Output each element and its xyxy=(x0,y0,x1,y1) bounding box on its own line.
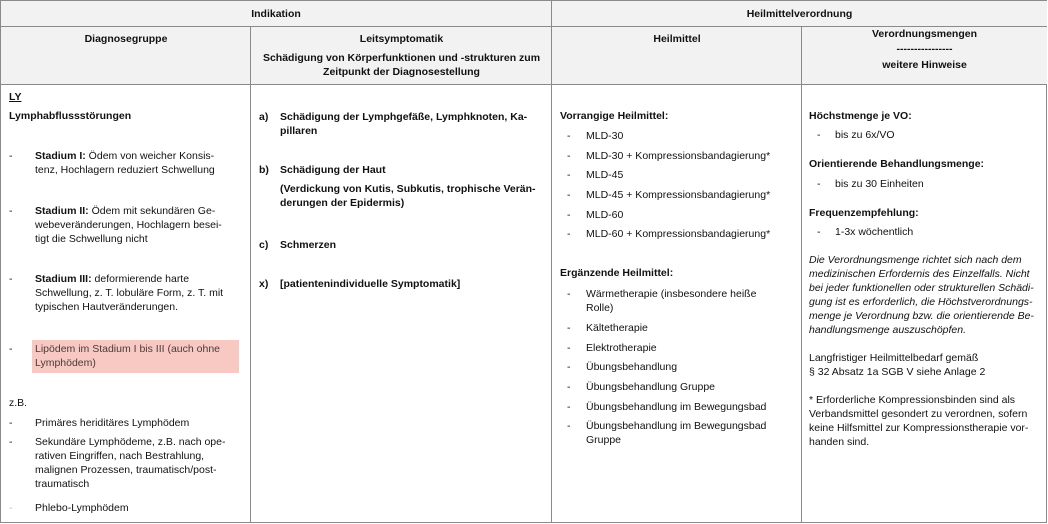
hoechstmenge-value: bis zu 6x/VO xyxy=(835,129,895,141)
ergaenzend-item: Übungsbehandlung Gruppe xyxy=(586,381,716,393)
stadium-3: Stadium III: deformierende harte xyxy=(35,273,190,285)
col-diagnosegruppe xyxy=(1,85,251,522)
ergaenzend-item: Wärmetherapie (insbesondere heiße xyxy=(586,288,757,300)
stadium-1: Stadium I: Ödem von weicher Konsis- xyxy=(35,150,215,162)
bullet-dash: - xyxy=(9,205,13,217)
hinweis-text: medizinischen Erfordernis des Einzelfalls. Nicht xyxy=(809,268,1030,280)
stadium-2: Stadium II: Ödem mit sekundären Ge- xyxy=(35,205,216,217)
bullet-dash: - xyxy=(567,361,571,373)
vorrangig-item: MLD-45 xyxy=(586,169,624,181)
example-phlebo: Phlebo-Lymphödem xyxy=(35,502,129,514)
hinweis-text: menge je Verordnung bzw. die orientierende Be- xyxy=(809,310,1034,322)
bullet-dash: - xyxy=(817,129,821,141)
hoechstmenge-title: Höchstmenge je VO: xyxy=(809,110,912,122)
col-verordnungsmengen xyxy=(802,85,1047,522)
vorrangig-title: Vorrangige Heilmittel: xyxy=(560,110,669,122)
kompression-hinweis: Verbandsmittel gesondert zu verordnen, sofern xyxy=(809,408,1028,420)
orientierende-menge-value: bis zu 30 Einheiten xyxy=(835,178,924,190)
diagnose-code: LY xyxy=(9,91,22,103)
example-sekundaer: Sekundäre Lymphödeme, z.B. nach ope- xyxy=(35,436,226,448)
stadium-3-cont: typischen Hautveränderungen. xyxy=(35,301,179,313)
bullet-dash: - xyxy=(567,322,571,334)
vorrangig-item: MLD-60 xyxy=(586,209,624,221)
vorrangig-item: MLD-30 xyxy=(586,130,624,142)
bullet-dash: - xyxy=(9,273,13,285)
bullet-dash: - xyxy=(567,420,571,432)
example-primaer: Primäres heriditäres Lymphödem xyxy=(35,417,190,429)
subheader-leitsymptomatik: Leitsymptomatik Schädigung von Körperfunktionen und -strukturen zum Zeitpunkt der Diagnosestellung xyxy=(251,27,552,85)
hinweis-text: handlungsmenge auszuschöpfen. xyxy=(809,324,967,336)
lipoedem-item-cont: Lymphödem) xyxy=(35,357,96,369)
example-sekundaer-cont: rativen Eingriffen, nach Bestrahlung, xyxy=(35,450,205,462)
leit-b-detail-cont: derungen der Epidermis) xyxy=(280,197,405,209)
example-sekundaer-cont: malignen Prozessen, traumatisch/post- xyxy=(35,464,217,476)
leit-key-b: b) xyxy=(259,164,269,176)
leit-b-detail: (Verdickung von Kutis, Subkutis, trophische Verän- xyxy=(280,183,536,195)
bullet-dash: - xyxy=(567,401,571,413)
leit-x: [patientenindividuelle Symptomatik] xyxy=(280,278,461,290)
ergaenzend-item: Übungsbehandlung im Bewegungsbad xyxy=(586,401,767,413)
stadium-2-cont: webeveränderungen, Hochlagern besei- xyxy=(35,219,222,231)
example-sekundaer-cont: traumatisch xyxy=(35,478,90,490)
leit-b: Schädigung der Haut xyxy=(280,164,386,176)
bullet-dash: - xyxy=(9,502,13,514)
ergaenzend-title: Ergänzende Heilmittel: xyxy=(560,267,674,279)
stadium-1-cont: tenz, Hochlagern reduziert Schwellung xyxy=(35,164,215,176)
stadium-3-cont: Schwellung, z. T. lobuläre Form, z. T. mit xyxy=(35,287,224,299)
vorrangig-item: MLD-30 + Kompressionsbandagierung* xyxy=(586,150,771,162)
header-heilmittelverordnung: Heilmittelverordnung xyxy=(552,1,1047,27)
leit-c: Schmerzen xyxy=(280,239,337,251)
kompression-hinweis: * Erforderliche Kompressionsbinden sind als xyxy=(809,394,1016,406)
ergaenzend-item: Übungsbehandlung im Bewegungsbad xyxy=(586,420,767,432)
bullet-dash: - xyxy=(567,189,571,201)
bullet-dash: - xyxy=(567,209,571,221)
ergaenzend-item: Übungsbehandlung xyxy=(586,361,678,373)
ergaenzend-item: Kältetherapie xyxy=(586,322,648,334)
leit-a-cont: pillaren xyxy=(280,125,318,137)
stadium-2-cont: tigt die Schwellung nicht xyxy=(35,233,148,245)
bullet-dash: - xyxy=(567,342,571,354)
leit-key-x: x) xyxy=(259,278,269,290)
leit-key-c: c) xyxy=(259,239,269,251)
bullet-dash: - xyxy=(817,226,821,238)
orientierende-menge-title: Orientierende Behandlungsmenge: xyxy=(809,158,985,170)
header-indikation: Indikation xyxy=(1,1,552,27)
col-leitsymptomatik xyxy=(251,85,552,522)
leit-key-a: a) xyxy=(259,111,269,123)
subheader-heilmittel: Heilmittel xyxy=(552,27,802,85)
ergaenzend-item-cont: Rolle) xyxy=(586,302,614,314)
hinweis-text: gung ist es erforderlich, die Höchstverordnungs- xyxy=(809,296,1033,308)
langfristig-text: § 32 Absatz 1a SGB V siehe Anlage 2 xyxy=(809,366,986,378)
lipoedem-item: Lipödem im Stadium I bis III (auch ohne xyxy=(35,343,221,355)
hinweis-text: Die Verordnungsmenge richtet sich nach dem xyxy=(809,254,1022,266)
bullet-dash: - xyxy=(567,288,571,300)
subheader-verordnungsmengen: Verordnungsmengen ---------------- weitere Hinweise xyxy=(802,27,1047,85)
frequenz-title: Frequenzempfehlung: xyxy=(809,207,919,219)
col-heilmittel xyxy=(552,85,802,522)
kompression-hinweis: keine Hilfsmittel zur Kompressionstherapie vor- xyxy=(809,422,1029,434)
bullet-dash: - xyxy=(9,343,13,355)
zb-label: z.B. xyxy=(9,397,28,409)
diagnose-title: Lymphabflussstörungen xyxy=(9,110,132,122)
bullet-dash: - xyxy=(567,228,571,240)
hinweis-text: bei jeder funktionellen oder strukturellen Schädi- xyxy=(809,282,1034,294)
bullet-dash: - xyxy=(567,150,571,162)
bullet-dash: - xyxy=(567,381,571,393)
langfristig-text: Langfristiger Heilmittelbedarf gemäß xyxy=(809,352,979,364)
leit-a: Schädigung der Lymphgefäße, Lymphknoten, Ka- xyxy=(280,111,528,123)
ergaenzend-item-cont: Gruppe xyxy=(586,434,622,446)
vorrangig-item: MLD-45 + Kompressionsbandagierung* xyxy=(586,189,771,201)
bullet-dash: - xyxy=(9,436,13,448)
bullet-dash: - xyxy=(9,417,13,429)
bullet-dash: - xyxy=(817,178,821,190)
frequenz-value: 1-3x wöchentlich xyxy=(835,226,914,238)
vorrangig-item: MLD-60 + Kompressionsbandagierung* xyxy=(586,228,771,240)
subheader-diagnosegruppe: Diagnosegruppe xyxy=(1,27,251,85)
bullet-dash: - xyxy=(9,150,13,162)
kompression-hinweis: handen sind. xyxy=(809,436,870,448)
ergaenzend-item: Elektrotherapie xyxy=(586,342,657,354)
bullet-dash: - xyxy=(567,169,571,181)
bullet-dash: - xyxy=(567,130,571,142)
